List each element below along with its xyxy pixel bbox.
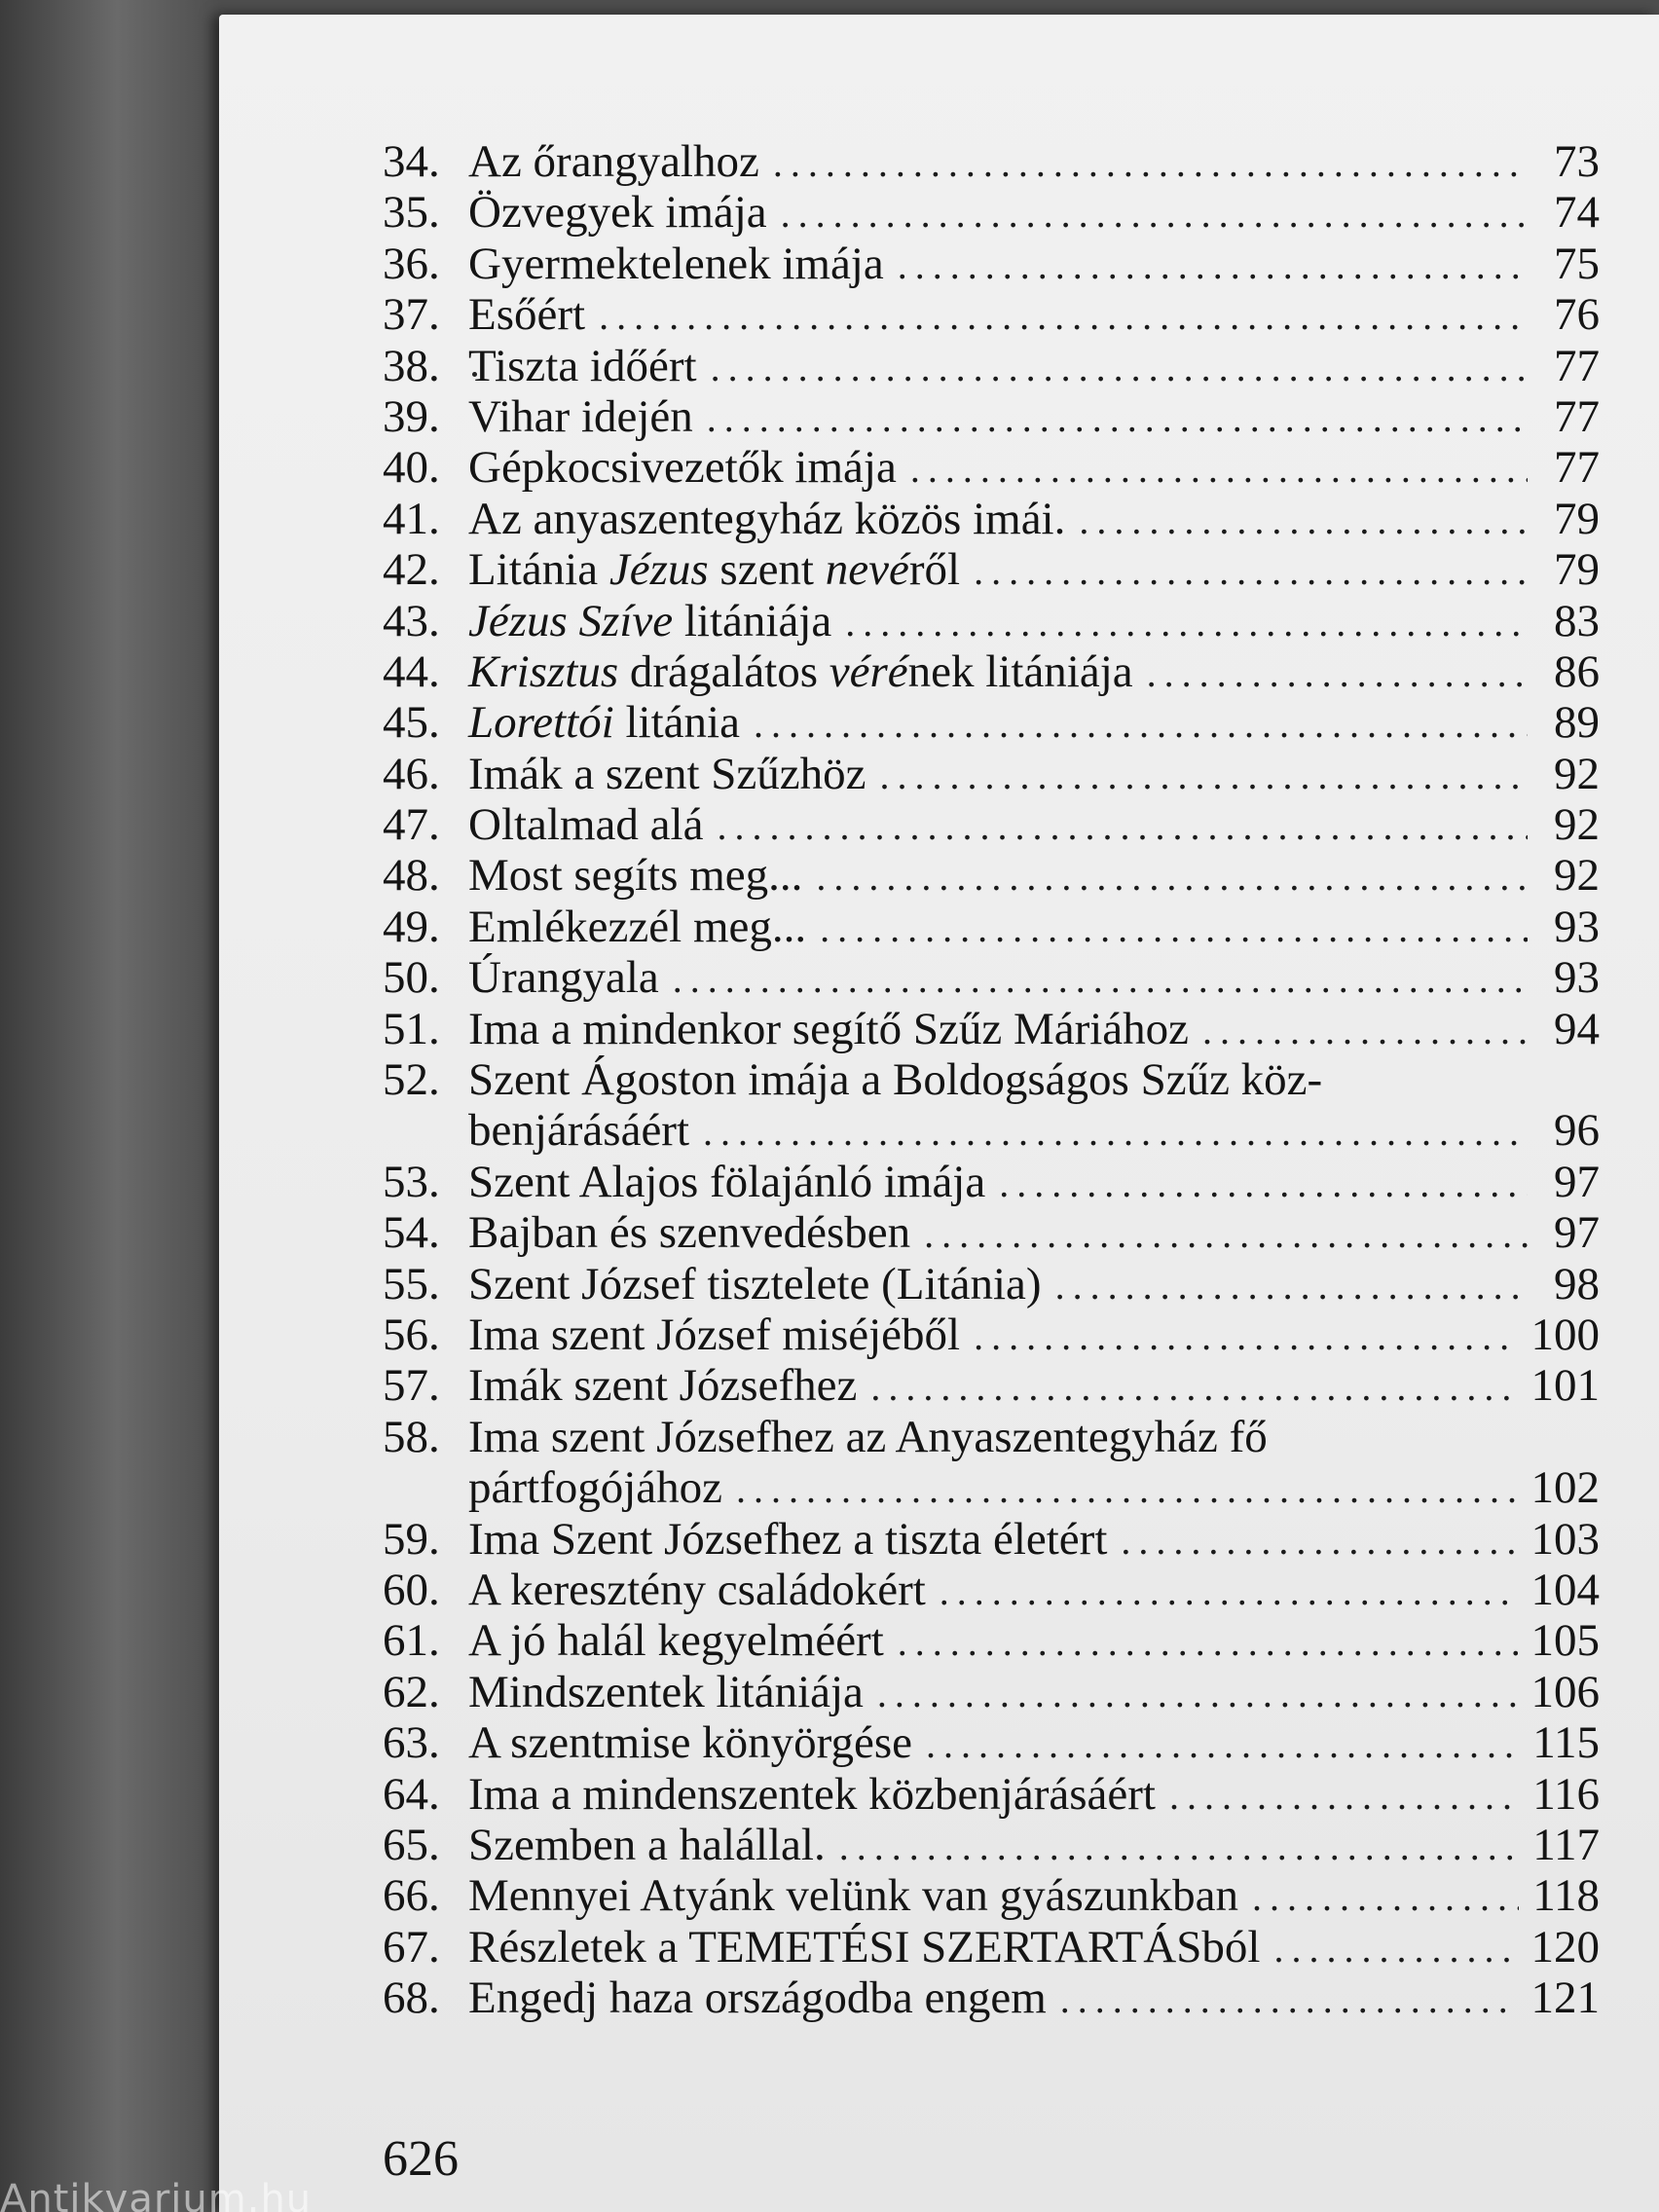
dot-leader: [781, 189, 1528, 238]
toc-entry: [383, 749, 1600, 799]
entry-title: [468, 544, 960, 595]
entry-title-italic-part: véré: [829, 645, 908, 697]
toc-entry: [383, 799, 1600, 850]
dot-leader: [910, 444, 1528, 493]
dot-leader: [926, 1719, 1519, 1768]
dot-leader: [940, 1567, 1518, 1615]
entry-title: [468, 596, 831, 646]
toc-entry: [383, 239, 1600, 289]
toc-entry: [383, 1870, 1600, 1921]
entry-page-number: 96: [1554, 1105, 1600, 1157]
entry-page-number: 93: [1554, 901, 1600, 952]
entry-title: A szentmise könyörgése: [468, 1717, 913, 1769]
entry-title-part: ről: [908, 544, 961, 596]
entry-title-part: litániája: [673, 595, 832, 646]
entry-title: A jó halál kegyelméért: [468, 1615, 884, 1667]
dot-leader: [1273, 1924, 1517, 1972]
entry-number: 35.: [383, 187, 440, 239]
dot-leader: [816, 852, 1528, 901]
dot-leader: [773, 138, 1528, 187]
entry-title: Ima Szent Józsefhez a tiszta életért: [468, 1513, 1108, 1565]
entry-number: 53.: [383, 1156, 440, 1207]
entry-title: Az anyaszentegyház közös imái.: [468, 493, 1066, 544]
entry-page-number: 120: [1530, 1921, 1600, 1972]
entry-number: 49.: [383, 901, 440, 952]
entry-page-number: 101: [1530, 1360, 1600, 1412]
entry-title: Özvegyek imája: [468, 187, 767, 239]
entry-title: Ima a mindenszentek közbenjárásáért: [468, 1768, 1156, 1820]
entry-number: 50.: [383, 952, 440, 1004]
entry-page-number: 97: [1554, 1207, 1600, 1259]
entry-title: Oltalmad alá: [468, 799, 704, 851]
toc-entry: [383, 341, 1600, 391]
entry-title: Imák szent Józsefhez: [468, 1360, 858, 1412]
dot-leader: [924, 1209, 1528, 1258]
entry-title: Vihar idején: [468, 390, 693, 442]
toc-entry: [383, 391, 1600, 442]
dot-leader: [845, 598, 1528, 646]
entry-title: [468, 697, 740, 748]
entry-page-number: 118: [1532, 1870, 1600, 1922]
entry-number: 44.: [383, 645, 440, 697]
entry-number: 48.: [383, 850, 440, 902]
entry-number: 65.: [383, 1819, 440, 1870]
toc-entry: [383, 1462, 1600, 1513]
dot-leader: [1169, 1771, 1519, 1820]
entry-number: 60.: [383, 1564, 440, 1615]
dot-leader: [974, 546, 1528, 595]
toc-entry: [383, 1972, 1600, 2023]
dot-leader: [1055, 1261, 1528, 1309]
toc-entry: [383, 1820, 1600, 1870]
entry-title-part: nek litániája: [907, 645, 1133, 697]
entry-title: [468, 646, 1133, 697]
dot-leader: [839, 1822, 1520, 1870]
entry-title: Az őrangyalhoz: [468, 136, 759, 187]
dot-leader: [974, 1311, 1517, 1360]
toc-entry: [383, 1565, 1600, 1615]
toc-entry: [383, 596, 1600, 646]
entry-title: Most segíts meg...: [468, 850, 803, 902]
entry-page-number: 104: [1530, 1564, 1600, 1615]
toc-entry: [383, 1157, 1600, 1207]
watermark-text: Antikvarium.hu: [0, 2177, 313, 2212]
entry-title: Emlékezzél meg...: [468, 901, 807, 952]
entry-title-part: litánia: [613, 697, 740, 749]
dot-leader: [707, 393, 1528, 442]
toc-entry: [383, 1769, 1600, 1820]
entry-number: 40.: [383, 442, 440, 494]
entry-page-number: 103: [1530, 1513, 1600, 1565]
entry-page-number: 94: [1554, 1003, 1600, 1054]
entry-title: Imák a szent Szűzhöz: [468, 748, 866, 799]
dot-leader: [599, 291, 1528, 340]
entry-title-part: drágalátos: [618, 645, 830, 697]
entry-number: 54.: [383, 1207, 440, 1259]
toc-entry: [383, 1004, 1600, 1054]
entry-title: benjárásáért: [468, 1105, 690, 1157]
entry-title: Mindszentek litániája: [468, 1666, 864, 1717]
dot-leader: [1202, 1006, 1528, 1054]
entry-page-number: 73: [1554, 136, 1600, 187]
entry-page-number: 86: [1554, 645, 1600, 697]
entry-number: 42.: [383, 544, 440, 596]
entry-title-part: Litánia: [468, 544, 609, 596]
dot-leader: [711, 343, 1528, 391]
toc-entry: [383, 697, 1600, 748]
dot-leader: [703, 1107, 1528, 1156]
entry-title-italic-part: Jézus Szíve: [468, 595, 674, 646]
entry-title: Gyermektelenek imája: [468, 238, 884, 289]
entry-page-number: 77: [1554, 442, 1600, 494]
entry-number: 56.: [383, 1309, 440, 1360]
entry-number: 61.: [383, 1615, 440, 1667]
toc-entry: [383, 902, 1600, 952]
entry-number: 63.: [383, 1717, 440, 1769]
entry-page-number: 98: [1554, 1258, 1600, 1309]
toc-entry: [383, 136, 1600, 187]
dot-leader: [736, 1464, 1517, 1513]
entry-page-number: 92: [1554, 799, 1600, 851]
entry-page-number: 100: [1530, 1309, 1600, 1360]
toc-entry: [383, 1360, 1600, 1411]
entry-title: Esőért: [468, 289, 586, 341]
entry-title: Bajban és szenvedésben: [468, 1207, 911, 1259]
dot-leader: [999, 1159, 1528, 1207]
entry-title: Szent József tisztelete (Litánia): [468, 1258, 1042, 1309]
toc-entry: [383, 1207, 1600, 1258]
entry-number: 64.: [383, 1768, 440, 1820]
entry-page-number: 105: [1530, 1615, 1600, 1667]
entry-number: 34.: [383, 136, 440, 187]
entry-number: 68.: [383, 1972, 440, 2024]
toc-entry: [383, 1615, 1600, 1666]
entry-number: 52.: [383, 1054, 440, 1106]
dot-leader: [877, 1669, 1518, 1717]
entry-number: 62.: [383, 1666, 440, 1717]
entry-title-part: szent: [708, 544, 826, 596]
entry-page-number: 76: [1554, 289, 1600, 341]
entry-title-italic-part: Jézus: [608, 544, 709, 596]
entry-title: Engedj haza országodba engem: [468, 1972, 1047, 2024]
toc-entry: [383, 850, 1600, 901]
entry-number: 58.: [383, 1411, 440, 1462]
toc-entry: [383, 1054, 1600, 1105]
entry-number: 41.: [383, 493, 440, 544]
entry-number: 43.: [383, 595, 440, 646]
dot-leader: [717, 801, 1528, 850]
toc-entry: [383, 187, 1600, 238]
dot-leader: [1060, 1974, 1518, 2023]
entry-number: 38.: [383, 340, 440, 391]
entry-number: 51.: [383, 1003, 440, 1054]
entry-title: Szent Ágoston imája a Boldogságos Szűz köz-: [468, 1054, 1323, 1106]
toc-entry: [383, 1309, 1600, 1360]
entry-title: Úrangyala: [468, 952, 659, 1004]
entry-page-number: 121: [1530, 1972, 1600, 2024]
entry-page-number: 106: [1530, 1666, 1600, 1717]
entry-page-number: 74: [1554, 187, 1600, 239]
toc-entry: [383, 952, 1600, 1003]
entry-title: Ima szent József miséjéből: [468, 1309, 961, 1360]
entry-page-number: 117: [1532, 1819, 1600, 1870]
entry-number: 55.: [383, 1258, 440, 1309]
entry-title: Szemben a halállal.: [468, 1819, 826, 1870]
dot-leader: [879, 751, 1528, 799]
dot-leader: [898, 1617, 1518, 1666]
entry-page-number: 115: [1532, 1717, 1600, 1769]
page-number: 626: [383, 2131, 459, 2187]
entry-page-number: 93: [1554, 952, 1600, 1004]
entry-page-number: 92: [1554, 850, 1600, 902]
entry-page-number: 89: [1554, 697, 1600, 749]
entry-number: 67.: [383, 1921, 440, 1972]
toc-entry: [383, 442, 1600, 493]
entry-number: 36.: [383, 238, 440, 289]
entry-page-number: 79: [1554, 544, 1600, 596]
entry-title-italic-part: Krisztus: [468, 645, 619, 697]
entry-title: A keresztény családokért: [468, 1564, 926, 1615]
dot-leader: [870, 1362, 1517, 1411]
dot-leader: [898, 240, 1528, 289]
dot-leader: [1121, 1516, 1517, 1565]
entry-page-number: 77: [1554, 390, 1600, 442]
entry-title: Mennyei Atyánk velünk van gyászunkban: [468, 1870, 1238, 1922]
entry-number: 57.: [383, 1360, 440, 1412]
table-of-contents: [383, 136, 1600, 2023]
entry-number: 47.: [383, 799, 440, 851]
toc-entry: [383, 1105, 1600, 1156]
entry-page-number: 116: [1532, 1768, 1600, 1820]
dot-leader: [1147, 648, 1528, 697]
entry-page-number: 92: [1554, 748, 1600, 799]
entry-number: 46.: [383, 748, 440, 799]
toc-entry: [383, 646, 1600, 697]
toc-entry: [383, 1514, 1600, 1565]
entry-title-italic-part: Lorettói: [468, 697, 614, 749]
entry-title: Gépkocsivezetők imája: [468, 442, 897, 494]
entry-page-number: 102: [1530, 1462, 1600, 1514]
entry-page-number: 83: [1554, 595, 1600, 646]
entry-number: 59.: [383, 1513, 440, 1565]
entry-page-number: 97: [1554, 1156, 1600, 1207]
toc-entry: [383, 1412, 1600, 1462]
entry-title: Részletek a TEMETÉSI SZERTARTÁSból: [468, 1921, 1261, 1972]
toc-entry: [383, 289, 1600, 340]
toc-entry: [383, 1922, 1600, 1972]
entry-number: 37.: [383, 289, 440, 341]
toc-entry: [383, 544, 1600, 595]
toc-entry: [383, 1259, 1600, 1309]
dot-leader: [1252, 1872, 1519, 1921]
entry-title-italic-part: nevé: [825, 544, 909, 596]
entry-number: 39.: [383, 390, 440, 442]
dot-leader: [820, 903, 1528, 952]
entry-title: Tiszta időért: [468, 340, 697, 391]
entry-title: pártfogójához: [468, 1462, 723, 1514]
entry-title: Ima szent Józsefhez az Anyaszentegyház fő: [468, 1411, 1268, 1462]
entry-page-number: 77: [1554, 340, 1600, 391]
dot-leader: [673, 954, 1528, 1003]
entry-title: Ima a mindenkor segítő Szűz Máriához: [468, 1003, 1190, 1054]
entry-title: Szent Alajos fölajánló imája: [468, 1156, 986, 1207]
entry-page-number: 75: [1554, 238, 1600, 289]
dot-leader: [754, 699, 1528, 748]
toc-entry: [383, 1667, 1600, 1717]
entry-number: 66.: [383, 1870, 440, 1922]
entry-page-number: 79: [1554, 493, 1600, 544]
toc-entry: [383, 1717, 1600, 1768]
dot-leader: [1079, 496, 1528, 544]
toc-entry: [383, 494, 1600, 544]
entry-number: 45.: [383, 697, 440, 749]
